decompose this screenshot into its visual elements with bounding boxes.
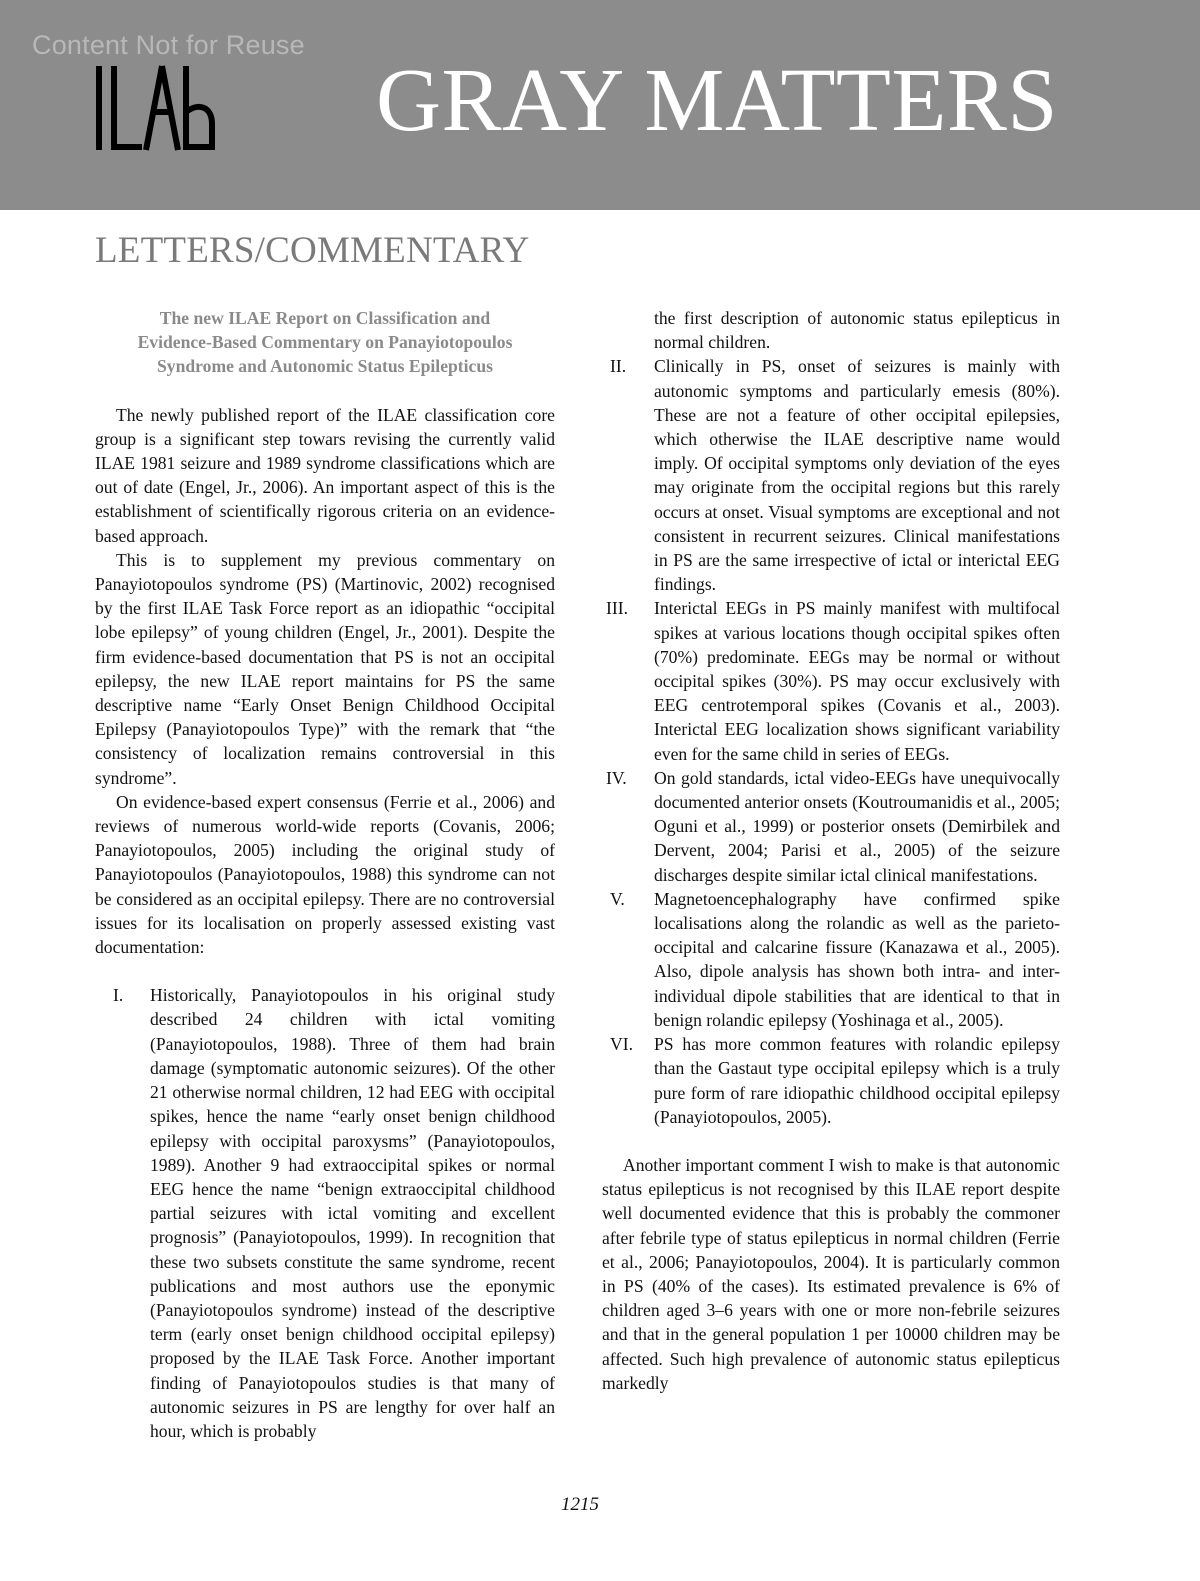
list-number: I. (113, 985, 124, 1006)
article-title-line: The new ILAE Report on Classification and (159, 308, 491, 328)
closing-paragraph: Another important comment I wish to make is that autonomic status epilepticus is not recognised by this ILAE report despite well documented evidence that this is probably the commoner after febrile type of status epilepticus in normal children (Ferrie et al., 2006; Panayiotopoulos, 2004). It is particularly common in PS (40% of the cases). Its estimated prevalence is 6% of children aged 3–6 years with one or more non-febrile seizures and that in the general population 1 per 10000 children may be affected. Such high prevalence of autonomic status epilepticus markedly (602, 1154, 1060, 1393)
watermark: Content Not for Reuse (32, 30, 305, 60)
masthead-title: GRAY MATTERS (376, 51, 1058, 150)
section-title: LETTERS/COMMENTARY (95, 230, 530, 271)
list-text: Interictal EEGs in PS mainly manifest with multifocal spikes at various locations though occipital spikes often (70%) predominate. EEGs may be normal or without occipital spikes (30%). PS may occur exclusively with EEG centrotemporal spikes (Covanis et al., 2003). Interictal EEG localization shows significant variability even for the same child in series of EEGs. (654, 598, 1060, 764)
numbered-list (95, 983, 555, 1443)
list-item (602, 887, 1060, 1032)
article-title (95, 306, 555, 379)
right-column (602, 306, 1060, 1395)
list-number: V. (610, 888, 625, 909)
ilae-logo-icon (94, 62, 224, 154)
left-column (95, 306, 555, 1443)
page-number: 1215 (561, 1494, 599, 1515)
body-paragraph: The newly published report of the ILAE classification core group is a significant step towars revising the currently valid ILAE 1981 seizure and 1989 syndrome classifications which are out of date (Engel, Jr., 2006). An important aspect of this is the establishment of scientifically rigorous criteria on an evidence-based approach. (95, 404, 555, 546)
list-item (602, 354, 1060, 596)
list-number: II. (610, 356, 627, 377)
list-number: VI. (610, 1034, 633, 1055)
list-text: On gold standards, ictal video-EEGs have unequivocally documented anterior onsets (Koutroumanidis et al., 2005; Oguni et al., 1999) or posterior onsets (Demirbilek and Dervent, 2004; Parisi et al., 2005) of the seizure discharges despite similar ictal clinical manifestations. (654, 767, 1060, 885)
list-text: PS has more common features with rolandic epilepsy than the Gastaut type occipital epilepsy which is a truly pure form of rare idiopathic childhood occipital epilepsy (Panayiotopoulos, 2005). (654, 1034, 1060, 1127)
list-item (602, 596, 1060, 765)
list-number: III. (606, 598, 628, 619)
list-number: IV. (606, 767, 627, 788)
article-title-line: Syndrome and Autonomic Status Epilepticus (157, 356, 493, 377)
list-continuation: the first description of autonomic status epilepticus in normal children. (654, 308, 1060, 353)
list-item (602, 766, 1060, 887)
list-text: Magnetoencephalography have confirmed spike localisations along the rolandic as well as the parieto-occipital and calcarine fissure (Kanazawa et al., 2005). Also, dipole analysis has shown both intra- and inter-individual dipole stabilities that are identical to that in benign rolandic epilepsy (Yoshinaga et al., 2005). (654, 888, 1060, 1030)
list-text: Clinically in PS, onset of seizures is mainly with autonomic symptoms and particularly emesis (80%). These are not a feature of other occipital epilepsies, which otherwise the ILAE descriptive name would imply. Of occipital symptoms only deviation of the eyes may originate from the occipital regions but this rarely occurs at onset. Visual symptoms are exceptional and not consistent in recurrent seizures. Clinical manifestations in PS are the same irrespective of ictal or interictal EEG findings. (654, 356, 1060, 595)
numbered-list (602, 354, 1060, 1129)
body-paragraph: This is to supplement my previous commentary on Panayiotopoulos syndrome (PS) (Martinovic, 2002) recognised by the first ILAE Task Force report as an idiopathic “occipital lobe epilepsy” of young children (Engel, Jr., 2001). Despite the firm evidence-based documentation that PS is not an occipital epilepsy, the new ILAE report maintains for PS the same descriptive name “Early Onset Benign Childhood Occipital Epilepsy (Panayiotopoulos Type)” with the remark that “the consistency of localization remains controversial in this syndrome”. (95, 549, 555, 788)
article-title-line: Evidence-Based Commentary on Panayiotopoulos (137, 332, 513, 353)
list-text: Historically, Panayiotopoulos in his original study described 24 children with ictal vomiting (Panayiotopoulos, 1988). Three of them had brain damage (symptomatic autonomic seizures). Of the other 21 otherwise normal children, 12 had EEG with occipital spikes, hence the name “early onset benign childhood epilepsy with occipital paroxysms” (Panayiotopoulos, 1989). Another 9 had extraoccipital spikes or normal EEG hence the name “benign extraoccipital childhood partial seizures with ictal vomiting and excellent prognosis” (Panayiotopoulos, 1999). In recognition that these two subsets constitute the same syndrome, recent publications and most authors use the eponymic (Panayiotopoulos syndrome) instead of the descriptive term (early onset benign childhood occipital epilepsy) proposed by the ILAE Task Force. Another important finding of Panayiotopoulos studies is that many of autonomic seizures in PS are lengthy for over half an hour, which is probably (150, 985, 555, 1441)
body-paragraph: On evidence-based expert consensus (Ferrie et al., 2006) and reviews of numerous world-wide reports (Covanis, 2006; Panayiotopoulos, 2005) including the original study of Panayiotopoulos (Panayiotopoulos, 1988) this syndrome can not be considered as an occipital epilepsy. There are no controversial issues for its localisation on properly assessed existing vast documentation: (95, 791, 555, 958)
list-item (602, 1032, 1060, 1129)
header-banner (0, 0, 1200, 210)
list-item (95, 983, 555, 1443)
